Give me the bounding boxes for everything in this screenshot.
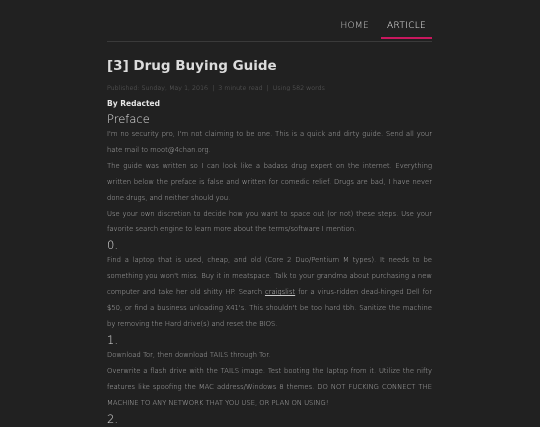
paragraph: The guide was written so I can look like a badass drug expert on the internet. Everything written below the preface is false and written for comedic relief. Drugs are bad, I have never done drugs, and neither should you. [107,161,432,202]
article-title: [3] Drug Buying Guide [107,58,277,74]
meta-separator: | [212,85,215,92]
paragraph [107,253,432,333]
published-date: Published: Sunday, May 1, 2016 [107,85,209,92]
paragraph: I'm no security pro, I'm not claiming to be one. This is a quick and dirty guide. Send all your hate mail to moot@4chan.org. [107,130,432,154]
paragraph: Download Tor, then download TAILS through Tor. [107,350,271,359]
paragraph-text: Find a laptop that is used, cheap, and old (Core 2 Duo/Pentium M types). It needs to be something you won't miss. Buy it in meatspace. Talk to your grandma about purchasing a new computer and take her old shitty HP. Search [107,256,432,297]
craigslist-link[interactable]: craigslist [264,288,296,297]
section-heading-step-2: 2. [107,411,118,426]
author-byline: By Redacted [107,99,160,108]
word-count: Using 582 words [272,85,325,92]
paragraph-text: for a virus-ridden dead-hinged Dell for $50, or find a business unloading X41's. This shouldn't be too hard tbh. Sanitize the machine by removing the Hard drive(s) and reset the BIOS. [107,288,432,328]
read-time: 3 minute read [218,85,263,92]
article-meta [107,85,325,92]
nav-article-link[interactable]: ARTICLE [381,21,432,39]
meta-separator: | [266,85,269,92]
article-body [107,112,432,427]
section-heading-preface: Preface [107,112,150,126]
header-divider [107,41,432,42]
section-heading-step-1: 1. [107,332,118,347]
section-heading-step-0: 0. [107,238,118,253]
paragraph: Overwrite a flash drive with the TAILS image. Test booting the laptop from it. Utilize the nifty features like spoofing the MAC address/Windows 8 themes. DO NOT FUCKING CONNECT THE MACHINE TO ANY NETWORK THAT YOU USE, OR PLAN ON USING! [107,366,432,407]
paragraph: Use your own discretion to decide how you want to space out (or not) these steps. Use your favorite search engine to learn more about the terms/software I mention. [107,209,432,234]
article [107,0,432,426]
nav-home-link[interactable]: HOME [340,21,369,31]
